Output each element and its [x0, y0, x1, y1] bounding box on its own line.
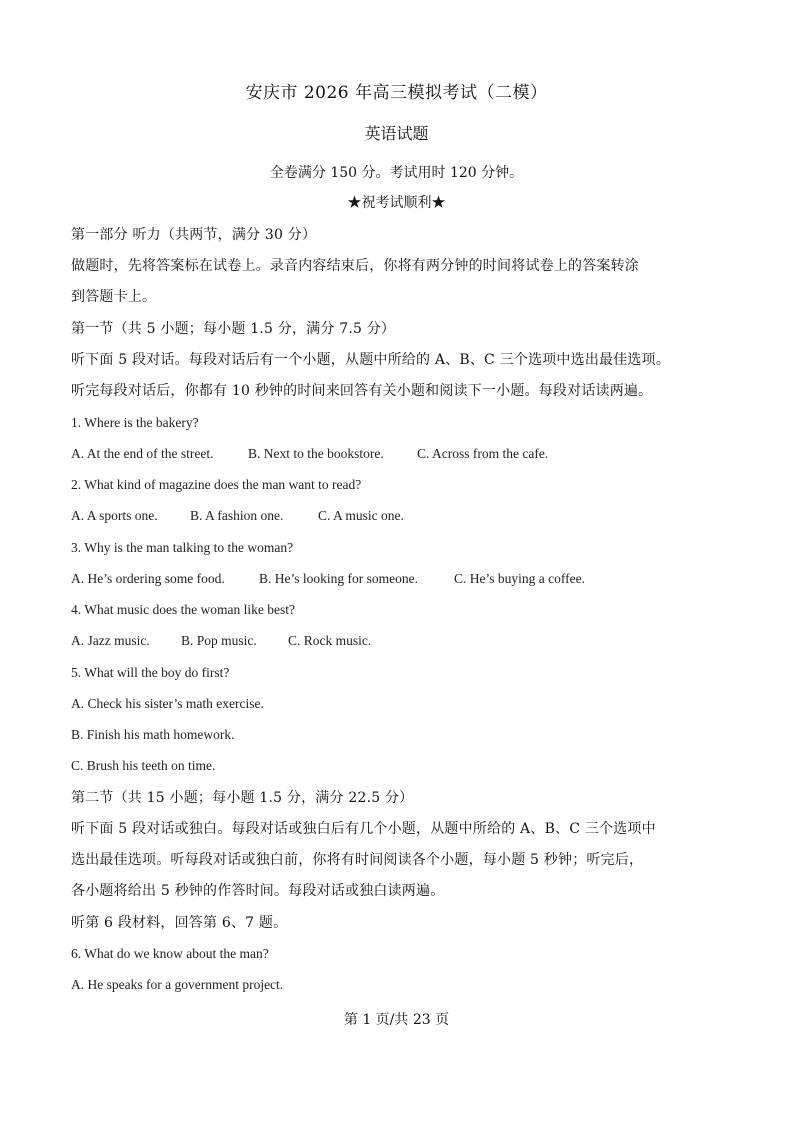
subject-title: 英语试题 [364, 124, 429, 143]
question-stem: 2. What kind of magazine does the man want to read? [71, 477, 362, 492]
material-note: 听第 6 段材料，回答第 6、7 题。 [71, 915, 288, 931]
question-stem: 5. What will the boy do first? [71, 665, 230, 680]
option-b: B. Next to the bookstore. [248, 446, 384, 461]
option-c: C. He’s buying a coffee. [454, 571, 585, 586]
page-number: 第 1 页/共 23 页 [343, 1012, 450, 1028]
question-stem: 6. What do we know about the man? [71, 946, 269, 961]
question-options [71, 632, 371, 650]
option-c: C. A music one. [318, 508, 404, 523]
section1-heading: 第一节（共 5 小题；每小题 1.5 分，满分 7.5 分） [71, 321, 396, 337]
question-options [71, 570, 585, 588]
section2-heading: 第二节（共 15 小题；每小题 1.5 分，满分 22.5 分） [71, 790, 414, 806]
option-a: A. Check his sister’s math exercise. [71, 696, 264, 711]
option-a: A. He speaks for a government project. [71, 977, 284, 992]
option-a: A. A sports one. [71, 508, 158, 523]
section2-instruction-line1: 听下面 5 段对话或独白。每段对话或独白后有几个小题，从题中所给的 A、B、C 三个选项中 [71, 821, 656, 837]
option-b: B. Pop music. [181, 633, 257, 648]
question-stem: 3. Why is the man talking to the woman? [71, 540, 294, 555]
score-note: 全卷满分 150 分。考试用时 120 分钟。 [269, 165, 524, 181]
option-a: A. At the end of the street. [71, 446, 214, 461]
part1-instruction-line2: 到答题卡上。 [71, 289, 157, 305]
option-c: C. Brush his teeth on time. [71, 758, 216, 773]
question-options [71, 445, 548, 463]
option-b: B. Finish his math homework. [71, 727, 235, 742]
section2-instruction-line3: 各小题将给出 5 秒钟的作答时间。每段对话或独白读两遍。 [71, 883, 445, 899]
option-a: A. He’s ordering some food. [71, 571, 225, 586]
section1-instruction-line1: 听下面 5 段对话。每段对话后有一个小题，从题中所给的 A、B、C 三个选项中选出最佳选项。 [71, 352, 671, 368]
section2-instruction-line2: 选出最佳选项。听每段对话或独白前，你将有时间阅读各个小题，每小题 5 秒钟；听完后， [71, 852, 644, 868]
question-options [71, 507, 404, 525]
question-stem: 1. Where is the bakery? [71, 415, 199, 430]
question-stem: 4. What music does the woman like best? [71, 602, 295, 617]
option-c: C. Rock music. [288, 633, 372, 648]
exam-title: 安庆市 2026 年高三模拟考试（二模） [245, 83, 548, 103]
part1-instruction-line1: 做题时，先将答案标在试卷上。录音内容结束后，你将有两分钟的时间将试卷上的答案转涂 [71, 258, 639, 274]
option-a: A. Jazz music. [71, 633, 150, 648]
option-b: B. A fashion one. [190, 508, 284, 523]
option-b: B. He’s looking for someone. [259, 571, 418, 586]
option-c: C. Across from the cafe. [417, 446, 549, 461]
section1-instruction-line2: 听完每段对话后，你都有 10 秒钟的时间来回答有关小题和阅读下一小题。每段对话读两遍。 [71, 383, 653, 399]
part1-heading: 第一部分 听力（共两节，满分 30 分） [71, 227, 317, 243]
good-luck-note: ★祝考试顺利★ [347, 195, 446, 211]
